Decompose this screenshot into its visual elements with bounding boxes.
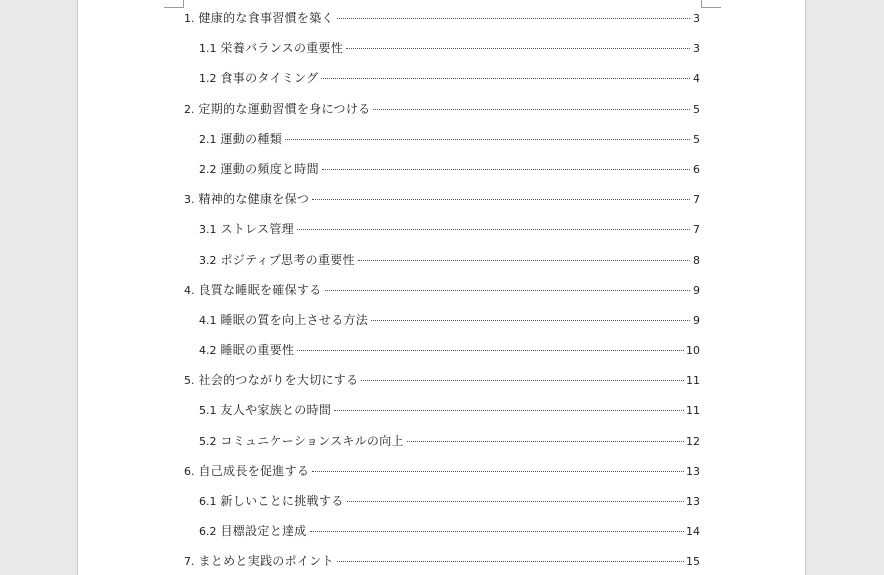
toc-entry-number: 2.1 — [199, 132, 217, 146]
toc-entry-number: 4.2 — [199, 344, 217, 358]
toc-entry-16[interactable] — [184, 456, 700, 486]
toc-entry-number: 2. — [184, 102, 195, 116]
toc-entry-page-number: 4 — [693, 72, 700, 86]
toc-dot-leader — [312, 471, 684, 472]
toc-dot-leader — [297, 350, 684, 351]
toc-entry-title: 精神的な健康を保つ — [198, 192, 310, 207]
toc-dot-leader — [334, 410, 684, 411]
toc-entry-title: 自己成長を促進する — [198, 463, 310, 478]
toc-entry-18[interactable] — [184, 516, 700, 546]
toc-entry-title: 定期的な運動習慣を身につける — [198, 101, 371, 116]
toc-entry-number: 1.2 — [199, 72, 217, 86]
page-corner-mark-right — [701, 0, 721, 8]
toc-entry-title: 新しいことに挑戦する — [220, 494, 344, 508]
toc-dot-leader — [361, 380, 684, 381]
toc-entry-title: 健康的な食事習慣を築く — [198, 11, 334, 25]
toc-entry-15[interactable] — [184, 426, 700, 456]
toc-dot-leader — [337, 561, 684, 562]
toc-entry-1[interactable] — [184, 3, 700, 33]
toc-entry-page-number: 11 — [686, 404, 700, 418]
toc-entry-9[interactable] — [184, 245, 700, 275]
toc-entry-title: 社会的つながりを大切にする — [198, 373, 359, 388]
toc-entry-number: 3. — [184, 193, 195, 207]
toc-entry-title: ポジティブ思考の重要性 — [220, 252, 355, 267]
toc-entry-page-number: 10 — [686, 344, 700, 358]
toc-entry-number: 1.1 — [199, 42, 217, 56]
toc-entry-number: 7. — [184, 555, 195, 569]
toc-entry-title: 良質な睡眠を確保する — [198, 282, 322, 297]
toc-entry-5[interactable] — [184, 124, 700, 154]
toc-entry-number: 6. — [184, 464, 195, 478]
toc-entry-8[interactable] — [184, 214, 700, 244]
toc-entry-10[interactable] — [184, 275, 700, 305]
table-of-contents — [184, 3, 700, 575]
toc-entry-number: 3.2 — [199, 253, 217, 267]
toc-entry-17[interactable] — [184, 486, 700, 516]
toc-entry-number: 3.1 — [199, 223, 217, 237]
toc-entry-number: 2.2 — [199, 162, 217, 176]
toc-dot-leader — [337, 18, 690, 19]
toc-entry-page-number: 6 — [693, 162, 700, 176]
toc-entry-title: まとめと実践のポイント — [198, 554, 334, 569]
toc-entry-title: 栄養バランスの重要性 — [220, 41, 344, 56]
toc-entry-13[interactable] — [184, 365, 700, 395]
toc-entry-page-number: 3 — [693, 42, 700, 56]
toc-entry-page-number: 13 — [686, 464, 700, 478]
toc-entry-2[interactable] — [184, 33, 700, 63]
toc-entry-number: 5.2 — [199, 434, 217, 448]
toc-entry-number: 4.1 — [199, 313, 217, 327]
toc-dot-leader — [297, 229, 690, 230]
toc-entry-page-number: 9 — [693, 283, 700, 297]
toc-entry-title: ストレス管理 — [220, 222, 294, 237]
toc-entry-number: 5.1 — [199, 404, 217, 418]
toc-dot-leader — [321, 78, 690, 79]
toc-entry-title: 睡眠の質を向上させる方法 — [220, 312, 369, 327]
toc-entry-3[interactable] — [184, 63, 700, 93]
toc-entry-number: 6.1 — [199, 495, 217, 508]
toc-dot-leader — [312, 199, 690, 200]
toc-entry-page-number: 7 — [693, 223, 700, 237]
toc-dot-leader — [310, 531, 684, 532]
toc-dot-leader — [373, 109, 690, 110]
page-corner-mark-left — [164, 0, 184, 8]
toc-dot-leader — [371, 320, 690, 321]
toc-entry-title: 食事のタイミング — [220, 71, 319, 86]
toc-entry-page-number: 5 — [693, 132, 700, 146]
toc-entry-11[interactable] — [184, 305, 700, 335]
toc-entry-page-number: 9 — [693, 313, 700, 327]
toc-entry-19[interactable] — [184, 546, 700, 575]
toc-entry-page-number: 11 — [686, 374, 700, 388]
toc-entry-title: 運動の頻度と時間 — [220, 161, 319, 176]
toc-dot-leader — [347, 501, 684, 502]
toc-entry-number: 5. — [184, 374, 195, 388]
toc-entry-page-number: 13 — [686, 495, 700, 508]
toc-entry-title: 睡眠の重要性 — [220, 343, 295, 358]
toc-entry-title: 目標設定と達成 — [220, 524, 307, 539]
toc-entry-4[interactable] — [184, 94, 700, 124]
toc-dot-leader — [322, 169, 690, 170]
toc-entry-page-number: 7 — [693, 193, 700, 207]
toc-dot-leader — [407, 441, 684, 442]
document-page — [77, 0, 806, 575]
toc-entry-number: 4. — [184, 283, 195, 297]
toc-entry-page-number: 5 — [693, 102, 700, 116]
toc-entry-number: 1. — [184, 12, 195, 25]
toc-dot-leader — [346, 48, 690, 49]
toc-entry-7[interactable] — [184, 184, 700, 214]
toc-entry-number: 6.2 — [199, 525, 217, 539]
toc-dot-leader — [358, 260, 690, 261]
toc-entry-12[interactable] — [184, 335, 700, 365]
toc-entry-title: 友人や家族との時間 — [220, 403, 332, 418]
toc-entry-page-number: 15 — [686, 555, 700, 569]
toc-entry-6[interactable] — [184, 154, 700, 184]
toc-entry-page-number: 14 — [686, 525, 700, 539]
toc-entry-page-number: 8 — [693, 253, 700, 267]
toc-entry-page-number: 3 — [693, 12, 700, 25]
toc-entry-page-number: 12 — [686, 434, 700, 448]
toc-entry-title: コミュニケーションスキルの向上 — [220, 433, 404, 448]
toc-entry-title: 運動の種類 — [220, 131, 283, 146]
toc-dot-leader — [285, 139, 690, 140]
toc-entry-14[interactable] — [184, 395, 700, 425]
toc-dot-leader — [325, 290, 690, 291]
